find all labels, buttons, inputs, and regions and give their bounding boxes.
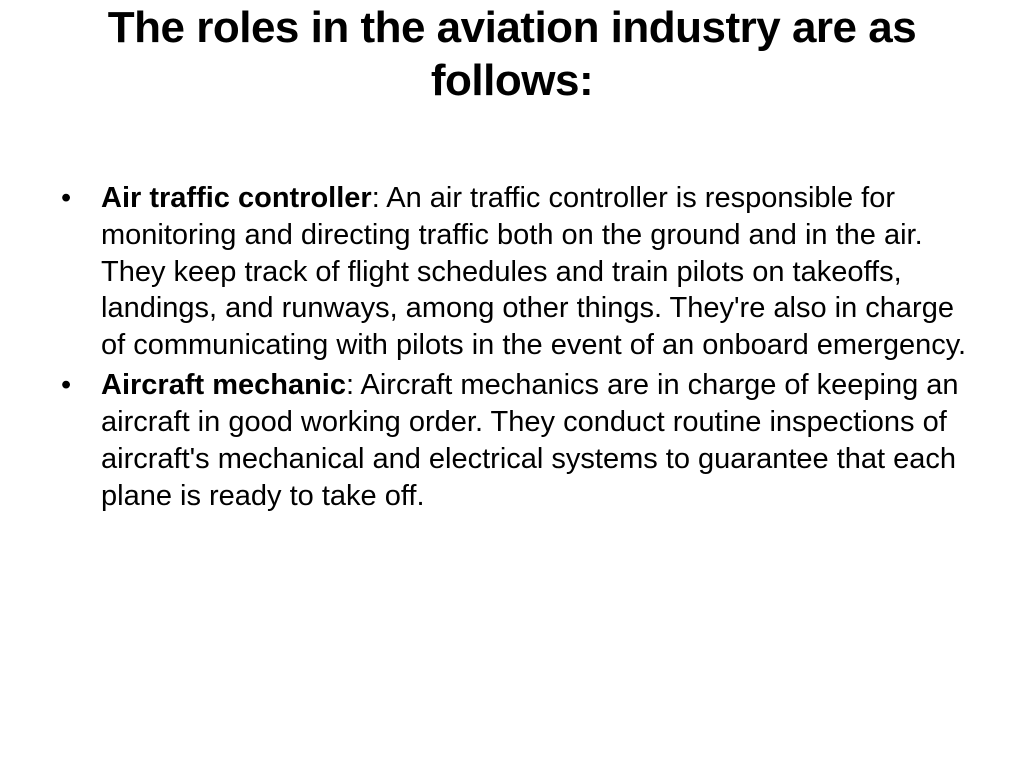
bullet-icon: • <box>61 182 72 214</box>
bullet-description: Aircraft mechanics are in charge of keeping an aircraft in good working order. They conduct routine inspections of aircraft's mechanical and electrical systems to guarantee that each plane is ready to take off. <box>101 369 959 512</box>
bullet-separator: : <box>346 369 361 402</box>
slide-title: The roles in the aviation industry are as follows: <box>107 3 917 105</box>
bullet-term: Air traffic controller <box>101 182 372 214</box>
bullet-description: An air traffic controller is responsible for monitoring and directing traffic both on the ground and in the air. They keep track of flight schedules and train pilots on takeoffs, landings, and runways, among other things. They're also in charge of communicating with pilots in the event of an onboard emergency. <box>101 182 967 362</box>
bullet-item-air-traffic-controller <box>60 180 972 364</box>
bullet-list <box>60 180 972 517</box>
bullet-separator: : <box>371 182 387 214</box>
bullet-item-aircraft-mechanic <box>60 367 972 514</box>
bullet-term: Aircraft mechanic <box>101 369 346 402</box>
bullet-icon: • <box>61 369 72 402</box>
